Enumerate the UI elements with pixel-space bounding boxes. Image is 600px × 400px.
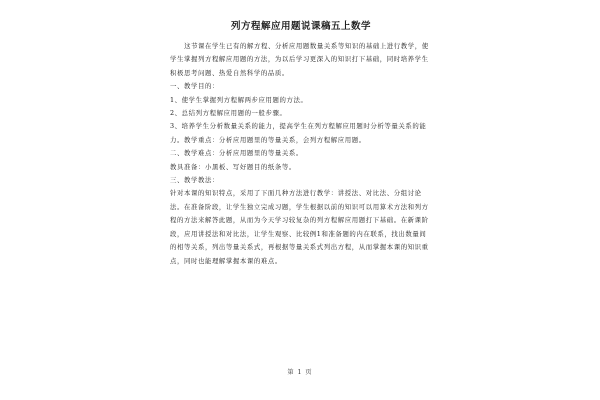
teaching-aids-paragraph: 教具准备：小黑板、写好题目的纸条等。	[170, 162, 296, 171]
objective-item: 1、使学生掌握列方程解两步应用题的方法。	[170, 95, 308, 104]
section-heading-difficulty: 二、教学难点：分析应用题里的等量关系。	[170, 149, 303, 158]
section-heading-objectives: 一、教学目的：	[170, 82, 219, 91]
intro-paragraph: 这节课在学生已有的解方程、分析应用题数量关系等知识的基础上进行教学，使学生掌握列方程解应用题的方法，为以后学习更深入的知识打下基础，同时培养学生积极思考问题、热爱自然科学的品质。	[170, 42, 429, 77]
objective-item: 2、总结列方程解应用题的一般步骤。	[170, 109, 287, 118]
methods-paragraph: 针对本课的知识特点，采用了下面几种方法进行教学：讲授法、对比法、分组讨论法。在准备阶段，让学生独立完成习题，学生根据以前的知识可以用算术方法和列方程的方法来解答此题，从而为今天学习较复杂的列方程解应用题打下基础。在新课阶段，应用讲授法和对比法，让学生观察、比较例1和准备题的内在联系，找出数量间的相等关系，列出等量关系式，再根据等量关系式列出方程，从而掌握本课的知识重点，同时也能理解掌握本课的难点。	[170, 189, 429, 265]
section-heading-methods: 三、教学教法：	[170, 176, 219, 185]
page-number: 第 1 页	[287, 369, 313, 376]
document-title: 列方程解应用题说课稿五上数学	[230, 21, 371, 32]
objective-item: 3、培养学生分析数量关系的能力，提高学生在列方程解应用题时分析等量关系的能力。教学重点：分析应用题里的等量关系，会列方程解应用题。	[170, 122, 427, 144]
document-body	[170, 20, 432, 268]
